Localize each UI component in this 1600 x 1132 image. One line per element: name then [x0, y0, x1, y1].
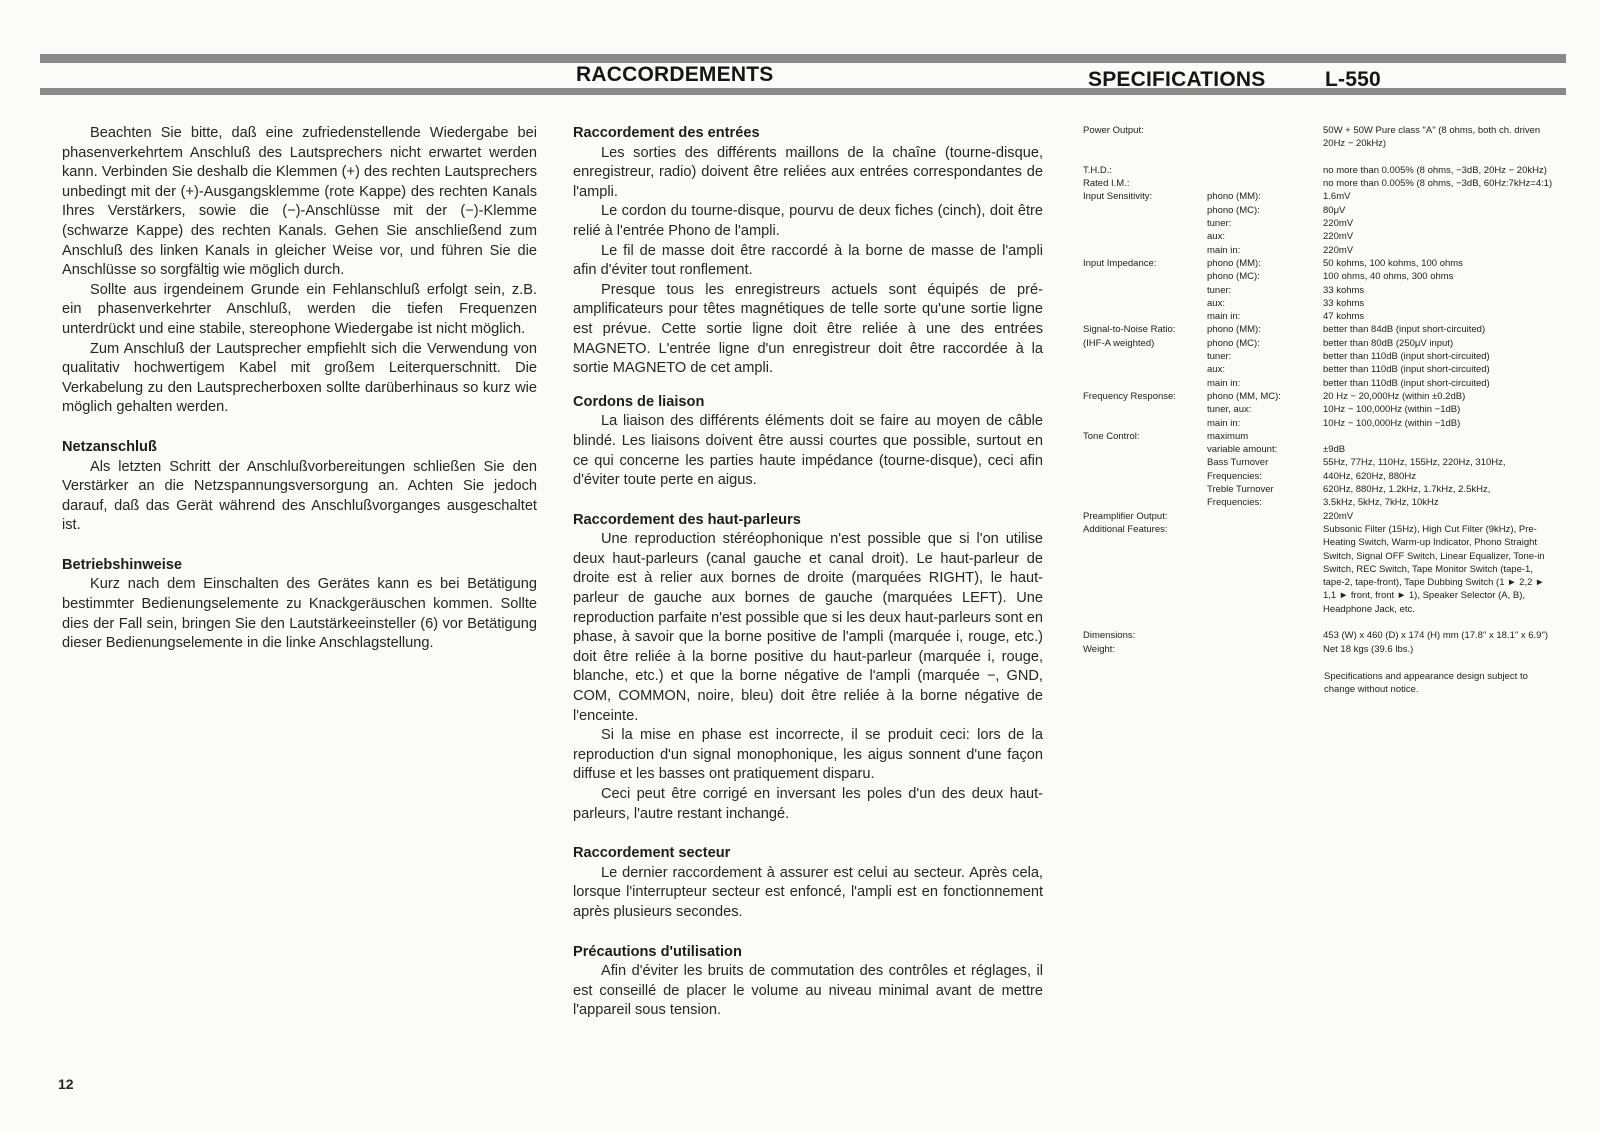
spec-sublabel: variable amount: — [1207, 444, 1278, 456]
spec-row — [1083, 443, 1553, 456]
spec-value: 440Hz, 620Hz, 880Hz — [1323, 470, 1416, 482]
spec-sublabel: phono (MC): — [1207, 337, 1260, 349]
spec-row — [1083, 270, 1553, 283]
spec-sublabel: phono (MM, MC): — [1207, 390, 1281, 402]
french-paragraph: Si la mise en phase est incorrecte, il se produit ceci: lors de la reproduction d'un signal monophonique, les aigus sonnent d'une façon diffuse et les basses ont pratiquement disparu. — [573, 727, 1043, 783]
spec-rows — [1083, 124, 1553, 656]
heading-betriebshinweise: Betriebshinweise — [62, 556, 183, 573]
spec-sublabel: phono (MC): — [1207, 204, 1260, 216]
page-number: 12 — [58, 1076, 74, 1092]
spec-sublabel: main in: — [1207, 417, 1241, 429]
spec-sublabel: phono (MC): — [1207, 271, 1260, 283]
french-paragraph: Les sorties des différents maillons de la chaîne (tourne-disque, enregistreur, radio) doivent être reliées aux entrées correspondantes de l'ampli. — [573, 144, 1043, 200]
spec-value: 50W + 50W Pure class "A" (8 ohms, both ch. driven 20Hz − 20kHz) — [1323, 125, 1541, 150]
spec-label — [1083, 284, 1207, 297]
spec-label — [1083, 310, 1207, 323]
spec-sublabel: aux: — [1207, 231, 1225, 243]
spec-value: 220mV — [1323, 218, 1354, 230]
spec-row — [1083, 403, 1553, 416]
french-paragraph: La liaison des différents éléments doit se faire au moyen de câble blindé. Les liaisons doivent être aussi courtes que possible, surtout en ce qui concerne les parties haute impédance (tourne-disque), ceci afin d'éviter toute perte en aigus. — [573, 413, 1043, 489]
spec-sublabel — [1207, 643, 1323, 656]
spec-value: better than 110dB (input short-circuited) — [1323, 377, 1490, 389]
spec-value: 33 kohms — [1323, 284, 1365, 296]
spec-label — [1083, 230, 1207, 243]
heading-raccordement-secteur: Raccordement secteur — [573, 845, 731, 862]
spec-row — [1083, 483, 1553, 496]
spec-row — [1083, 470, 1553, 483]
spec-sublabel — [1207, 151, 1323, 164]
spec-label — [1083, 217, 1207, 230]
spec-value: better than 84dB (input short-circuited) — [1323, 324, 1486, 336]
spec-sublabel: maximum — [1207, 430, 1249, 442]
spec-label: Weight: — [1083, 643, 1116, 655]
spec-row — [1083, 456, 1553, 469]
spec-sublabel: tuner: — [1207, 284, 1232, 296]
top-rule — [40, 54, 1566, 63]
spec-value: no more than 0.005% (8 ohms, −3dB, 20Hz − 20kHz) — [1323, 164, 1547, 176]
spec-label — [1083, 377, 1207, 390]
spec-value: ±9dB — [1323, 444, 1346, 456]
spec-sublabel: main in: — [1207, 244, 1241, 256]
spec-sublabel: aux: — [1207, 364, 1225, 376]
spec-label: Power Output: — [1083, 125, 1144, 136]
spec-sublabel — [1207, 523, 1323, 616]
spec-value: better than 110dB (input short-circuited) — [1323, 364, 1490, 376]
spec-value: better than 80dB (250μV input) — [1323, 337, 1454, 349]
spec-label: (IHF-A weighted) — [1083, 337, 1155, 349]
spec-value: 453 (W) x 460 (D) x 174 (H) mm (17.8" x 18.1" x 6.9") — [1323, 630, 1548, 642]
german-paragraph: Sollte aus irgendeinem Grunde ein Fehlanschluß erfolgt sein, z.B. ein phasenverkehrter Anschluß, werden die tiefen Frequenzen unterdrückt und eine stabile, stereophone Wiedergabe ist nicht möglich. — [62, 281, 537, 337]
spec-row — [1083, 204, 1553, 217]
german-paragraph: Beachten Sie bitte, daß eine zufriedenstellende Wiedergabe bei phasenverkehrtem Anschluß des Lautsprechers nicht erwartet werden kann. Verbinden Sie deshalb die Klemmen (+) des rechten Lautsprechers unbedingt mit der (+)-Ausgangsklemme (rote Kappe) des rechten Kanals Ihres Verstärkers, sowie die (−)-Anschlüsse mit der (−)-Klemme (schwarze Kappe) des rechten Kanals. Gehen Sie anschließend zum Anschluß des linken Kanals in gleicher Weise vor, und führen Sie die Anschlüsse so sorgfältig wie möglich durch. — [62, 125, 537, 279]
spec-value: 47 kohms — [1323, 311, 1365, 323]
spec-sublabel: Frequencies: — [1207, 470, 1262, 482]
spec-row — [1083, 297, 1553, 310]
spec-value: 1.6mV — [1323, 191, 1351, 203]
spec-label — [1083, 483, 1207, 496]
french-paragraph: Le cordon du tourne-disque, pourvu de deux fiches (cinch), doit être relié à l'entrée Phono de l'ampli. — [573, 203, 1043, 239]
spec-value: Net 18 kgs (39.6 lbs.) — [1323, 643, 1414, 655]
spec-row — [1083, 164, 1553, 177]
spec-row — [1083, 190, 1553, 203]
german-paragraph: Als letzten Schritt der Anschlußvorbereitungen schließen Sie den Verstärker an die Netzspannungsversorgung an. Achten Sie jedoch darauf, daß das Gerät während des Anschlußvorganges ausgeschaltet ist. — [62, 458, 537, 534]
spec-note: Specifications and appearance design subject to change without notice. — [1324, 670, 1528, 696]
spec-row — [1083, 510, 1553, 523]
spec-sublabel — [1207, 177, 1323, 190]
spec-sublabel: phono (MM): — [1207, 191, 1261, 203]
spec-label — [1083, 443, 1207, 456]
model-number: L-550 — [1325, 68, 1381, 91]
spec-value — [1323, 616, 1553, 629]
spec-row — [1083, 643, 1553, 656]
spec-label — [1083, 363, 1207, 376]
spec-row — [1083, 177, 1553, 190]
specifications-title: SPECIFICATIONS — [1088, 68, 1266, 91]
french-column — [573, 124, 1043, 1021]
german-column — [62, 124, 537, 654]
spec-sublabel — [1207, 164, 1323, 177]
spec-row — [1083, 124, 1553, 151]
spec-value: 50 kohms, 100 kohms, 100 ohms — [1323, 257, 1463, 269]
spec-row — [1083, 363, 1553, 376]
spec-value: 100 ohms, 40 ohms, 300 ohms — [1323, 271, 1454, 283]
spec-value: 20 Hz − 20,000Hz (within ±0.2dB) — [1323, 390, 1466, 402]
spec-row — [1083, 151, 1553, 164]
spec-sublabel: main in: — [1207, 377, 1241, 389]
spec-row — [1083, 629, 1553, 642]
spec-label: Frequency Response: — [1083, 390, 1176, 402]
spec-label — [1083, 496, 1207, 509]
spec-label — [1083, 350, 1207, 363]
spec-value: 3.5kHz, 5kHz, 7kHz, 10kHz — [1323, 497, 1439, 509]
spec-row — [1083, 417, 1553, 430]
spec-value — [1323, 430, 1553, 443]
french-paragraph: Presque tous les enregistreurs actuels sont équipés de pré-amplificateurs pour têtes magnétiques de telle sorte qu'une sortie ligne est prévue. Cette sortie ligne doit être reliée à une des entrées MAGNETO. L'entrée ligne d'un enregistreur doit être raccordée à la sortie MAGNETO de cet ampli. — [573, 281, 1043, 377]
french-paragraph: Afin d'éviter les bruits de commutation des contrôles et réglages, il est conseillé de placer le volume au niveau minimal avant de mettre l'appareil sous tension. — [573, 963, 1043, 1019]
spec-label: Additional Features: — [1083, 523, 1168, 535]
spec-label — [1083, 244, 1207, 257]
spec-value: 220mV — [1323, 244, 1354, 256]
spec-label: Dimensions: — [1083, 630, 1136, 642]
spec-value: 10Hz − 100,000Hz (within −1dB) — [1323, 404, 1461, 416]
spec-row — [1083, 337, 1553, 350]
spec-row — [1083, 523, 1553, 616]
spec-sublabel: Bass Turnover — [1207, 457, 1269, 469]
spec-row — [1083, 310, 1553, 323]
spec-row — [1083, 230, 1553, 243]
spec-row — [1083, 377, 1553, 390]
spec-label: Tone Control: — [1083, 430, 1140, 442]
french-paragraph: Le dernier raccordement à assurer est celui au secteur. Après cela, lorsque l'interrupteur secteur est enfoncé, l'ampli est en fonctionnement après plusieurs secondes. — [573, 864, 1043, 920]
spec-row — [1083, 616, 1553, 629]
spec-sublabel: phono (MM): — [1207, 257, 1261, 269]
spec-sublabel — [1207, 124, 1323, 151]
spec-label — [1083, 456, 1207, 469]
spec-value: 220mV — [1323, 510, 1354, 522]
spec-sublabel — [1207, 510, 1323, 523]
spec-row — [1083, 257, 1553, 270]
spec-label: Signal-to-Noise Ratio: — [1083, 324, 1176, 336]
spec-row — [1083, 496, 1553, 509]
heading-netzanschluss: Netzanschluß — [62, 438, 157, 455]
spec-label — [1083, 151, 1207, 164]
german-paragraph: Zum Anschluß der Lautsprecher empfiehlt sich die Verwendung von qualitativ hochwertigem Kabel mit großem Leiterquerschnitt. Die Verkabelung zu den Lautsprecherboxen sollte darüberhinaus so kurz wie möglich gehalten werden. — [62, 340, 537, 416]
spec-row — [1083, 430, 1553, 443]
spec-sublabel: tuner: — [1207, 218, 1232, 230]
spec-label: Preamplifier Output: — [1083, 510, 1168, 522]
spec-value: Subsonic Filter (15Hz), High Cut Filter (9kHz), Pre-Heating Switch, Warm-up Indicator, Phono Straight Switch, Signal OFF Switch, Linear Equalizer, Tone-in Switch, REC Switch, Tape Monitor Switch (tape-1, tape-2, tape-front), Tape Dubbing Switch (1 ► 2,2 ► 1,1 ► front, front ► 1), Speaker Selector (A, B), Headphone Jack, etc. — [1323, 523, 1545, 615]
spec-label: Rated I.M.: — [1083, 178, 1130, 190]
spec-label: Input Impedance: — [1083, 257, 1157, 269]
spec-value: 620Hz, 880Hz, 1.2kHz, 1.7kHz, 2.5kHz, — [1323, 484, 1491, 496]
german-paragraph: Kurz nach dem Einschalten des Gerätes kann es bei Betätigung bestimmter Bedienungselemente zu Knackgeräuschen kommen. Sollte dies der Fall sein, bringen Sie den Lautstärkeeinsteller (6) vor Betätigung dieser Bedienungselemente in die linke Anschlagstellung. — [62, 576, 537, 652]
spec-sublabel — [1207, 616, 1323, 629]
spec-label — [1083, 616, 1207, 629]
spec-sublabel: phono (MM): — [1207, 324, 1261, 336]
spec-sublabel — [1207, 629, 1323, 642]
spec-label — [1083, 403, 1207, 416]
heading-raccordement-entrees: Raccordement des entrées — [573, 125, 760, 141]
raccordements-title: RACCORDEMENTS — [576, 63, 774, 86]
spec-row — [1083, 284, 1553, 297]
spec-row — [1083, 244, 1553, 257]
spec-value: 33 kohms — [1323, 297, 1365, 309]
spec-value: 80μV — [1323, 204, 1346, 216]
spec-row — [1083, 217, 1553, 230]
spec-label — [1083, 417, 1207, 430]
french-paragraph: Le fil de masse doit être raccordé à la borne de masse de l'ampli afin d'éviter tout ronflement. — [573, 242, 1043, 279]
spec-label — [1083, 470, 1207, 483]
spec-value: 220mV — [1323, 231, 1354, 243]
spec-label: T.H.D.: — [1083, 164, 1113, 176]
spec-sublabel: tuner: — [1207, 351, 1232, 363]
spec-label: Input Sensitivity: — [1083, 191, 1153, 203]
french-paragraph: Ceci peut être corrigé en inversant les poles d'un des deux haut-parleurs, l'autre restant inchangé. — [573, 786, 1043, 822]
spec-sublabel: main in: — [1207, 311, 1241, 323]
spec-sublabel: aux: — [1207, 297, 1225, 309]
spec-value: no more than 0.005% (8 ohms, −3dB, 60Hz:7kHz=4:1) — [1323, 178, 1553, 190]
spec-label — [1083, 204, 1207, 217]
spec-value: 10Hz − 100,000Hz (within −1dB) — [1323, 417, 1461, 429]
french-paragraph: Une reproduction stéréophonique n'est possible que si l'on utilise deux haut-parleurs (canal gauche et canal droit). Le haut-parleur de droite est à relier aux bornes de droite (marquées RIGHT), le haut-parleur de gauche aux bornes de gauche (marquées LEFT). Une reproduction parfaite n'est possible que si les deux haut-parleurs sont en phase, à savoir que la borne positive de l'ampli (marquée i, rouge, etc.) doit être reliée à la borne positive du haut-parleur (marquée i, rouge, blanche, etc.) et que la borne négative de l'ampli (marquée −, GND, COM, COMMON, noire, bleu) doit être reliée à la borne négative de l'enceinte. — [573, 531, 1043, 724]
spec-row — [1083, 350, 1553, 363]
spec-sublabel: tuner, aux: — [1207, 404, 1252, 416]
spec-value: 55Hz, 77Hz, 110Hz, 155Hz, 220Hz, 310Hz, — [1323, 457, 1506, 469]
spec-row — [1083, 390, 1553, 403]
heading-precautions: Précautions d'utilisation — [573, 943, 742, 960]
spec-value — [1323, 151, 1553, 164]
spec-sublabel: Treble Turnover — [1207, 484, 1274, 496]
spec-value: better than 110dB (input short-circuited) — [1323, 351, 1490, 363]
spec-label — [1083, 270, 1207, 283]
heading-cordons-liaison: Cordons de liaison — [573, 393, 705, 410]
spec-sublabel: Frequencies: — [1207, 497, 1262, 509]
specifications-table — [1083, 124, 1553, 696]
spec-label — [1083, 297, 1207, 310]
heading-raccordement-haut-parleurs: Raccordement des haut-parleurs — [573, 511, 801, 528]
spec-row — [1083, 323, 1553, 336]
